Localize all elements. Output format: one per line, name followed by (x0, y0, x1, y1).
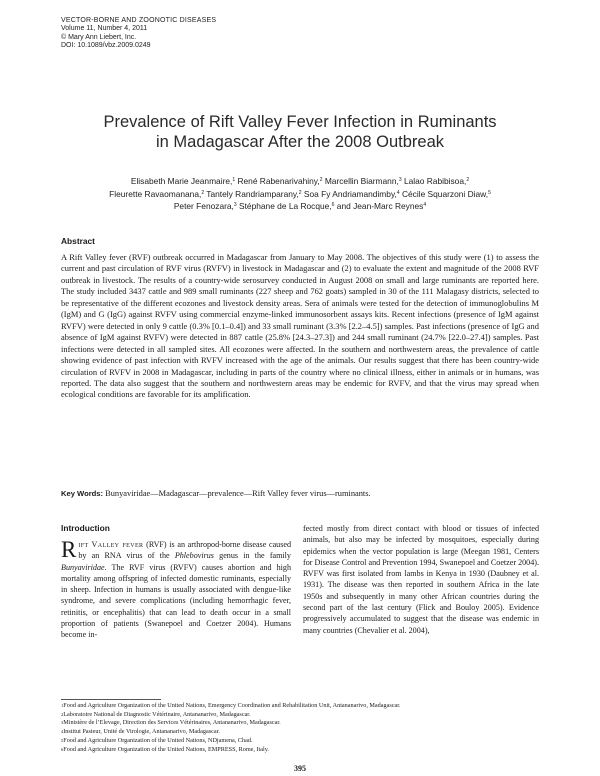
article-title (60, 112, 540, 152)
intro-text: (RVF) is an arthropod-borne disease caused by an RNA virus of the (78, 540, 291, 561)
introduction-right-column: fected mostly from direct contact with blood or tissues of infected animals, but also may be infected by mosquitoes, especially during epidemics when the vector population is large (Meegan 1981, Centers for Disease Control and Prevention 1994, Swanepoel and Coetzer 2004). RVFV was first isolated from lambs in Kenya in 1930 (Daubney et al. 1931). The disease was then reported in southern Africa in the late 1950s and subsequently in many other African countries during the second part of the last century (Flick and Bouloy 2005). Evidence progressively accumulated to suggest that the disease was endemic in many countries (Chevalier et al. 2004), (303, 524, 539, 635)
keywords-label: Key Words: (61, 489, 104, 498)
journal-name: VECTOR-BORNE AND ZOONOTIC DISEASES (61, 17, 217, 24)
author: Tantely Randriamparany,$^2$ (206, 188, 302, 199)
doi: DOI: 10.1089/vbz.2009.0249 (61, 42, 151, 50)
footnote: $^2$Laboratoire National de Diagnostic Vétérinaire, Antananarivo, Madagascar. (61, 710, 251, 718)
introduction-left-column (61, 539, 291, 641)
author: and Jean-Marc Reynes$^4$ (336, 201, 427, 212)
author: René Rabenarivahiny,$^2$ (237, 176, 323, 186)
family-name: Bunyaviridae (61, 562, 105, 572)
keywords-text: Bunyaviridae—Madagascar—prevalence—Rift Valley fever virus—ruminants. (105, 489, 371, 498)
author: Fleurette Ravaomanana,$^2$ (109, 188, 205, 199)
author: Soa Fy Andriamandimby,$^4$ (303, 188, 400, 199)
lead-in: ift Valley fever (78, 540, 144, 549)
intro-text: . The RVF virus (RVFV) causes abortion and high mortality among offspring of infected domestic ruminants, especially in sheep. Infection in humans is usually associated with dengue-like syndrome, and severe complications (including hemorrhagic fever, retinitis, or encephalitis) that can lead to death occur in a small proportion of patients (Swanepoel and Coetzer 2004). Humans become in- (61, 562, 291, 640)
keywords (61, 488, 539, 499)
genus-name: Phlebovirus (174, 551, 214, 561)
author: Elisabeth Marie Jeanmaire,$^1$ (130, 176, 236, 186)
introduction-heading: Introduction (61, 523, 110, 533)
copyright-notice: © Mary Ann Liebert, Inc. (61, 33, 137, 41)
footnote: $^3$Ministère de l’Elevage, Direction des Services Vétérinaires, Antananarivo, Madagascar. (61, 719, 281, 727)
footnote-rule (61, 699, 161, 700)
footnote: $^6$Food and Agriculture Organization of the United Nations, EMPRESS, Rome, Italy. (61, 745, 269, 753)
author: Cécile Squarzoni Diaw,$^5$ (401, 188, 491, 199)
page-number: 395 (294, 764, 306, 773)
intro-text: genus in the family (213, 551, 291, 561)
footnote: $^5$Food and Agriculture Organization of the United Nations, NDjamena, Chad. (61, 736, 253, 744)
journal-masthead (61, 17, 216, 51)
title-line-2: in Madagascar After the 2008 Outbreak (155, 133, 444, 151)
drop-cap: R (61, 537, 77, 562)
author: Peter Fenozara,$^3$ (173, 201, 237, 212)
affiliation-footnotes (61, 702, 551, 754)
author: Stéphane de La Rocque,$^6$ (239, 201, 335, 212)
author: Lalao Rabibisoa,$^2$ (403, 176, 470, 186)
abstract-heading: Abstract (61, 236, 95, 246)
volume-info: Volume 11, Number 4, 2011 (61, 25, 148, 33)
author: Marcellin Biarmann,$^3$ (324, 176, 402, 186)
author-list (80, 175, 520, 213)
abstract-text: A Rift Valley fever (RVF) outbreak occurred in Madagascar from January to May 2008. The objectives of this study were (1) to assess the current and past circulation of RVF virus (RVFV) in livestock in Madagascar and (2) to evaluate the extent and magnitude of the 2008 RVF outbreak in livestock. The results of a country-wide serosurvey conducted in August 2008 on small and large ruminants are reported here. The study included 3437 cattle and 989 small ruminants (227 sheep and 762 goats) sampled in 30 of the 111 Malagasy districts, selected to be representative of the different ecozones and livestock density areas. Sera of animals were tested for the detection of immunoglobulins M (IgM) and G (IgG) against RVFV using commercial enzyme-linked immunosorbent assays kits. Recent infections (presence of IgM against RVFV) were detected in only 9 cattle (0.3% [0.1–0.4]) and 33 small ruminant (3.3% [2.2–4.5]) samples. Past infections (presence of IgG and absence of IgM against RVFV) were detected in 887 cattle (25.8% [24.3–27.3]) and 244 small ruminant (24.7% [22.0–27.4]) samples. Past infections were detected in all sampled sites. All ecozones were affected. In the southern and northwestern areas, the prevalence of cattle showing evidence of past infection with RVFV increased with the age of the animals. Our results suggest that there has been country-wide circulation of RVFV in 2008 in Madagascar, including in parts of the country where no clinical illness, either in animals or in humans, was reported. The data also suggest that the southern and northwestern areas may be endemic for RVFV, and that the virus may spread when ecological conditions are favorable for its amplification. (61, 252, 539, 400)
footnote: $^1$Food and Agriculture Organization of the United Nations, Emergency Coordination and Rehabilitation Unit, Antananarivo, Madagascar. (61, 702, 401, 709)
footnote: $^4$Institut Pasteur, Unité de Virologie, Antananarivo, Madagascar. (61, 728, 220, 736)
title-line-1: Prevalence of Rift Valley Fever Infection in Ruminants (103, 113, 497, 131)
